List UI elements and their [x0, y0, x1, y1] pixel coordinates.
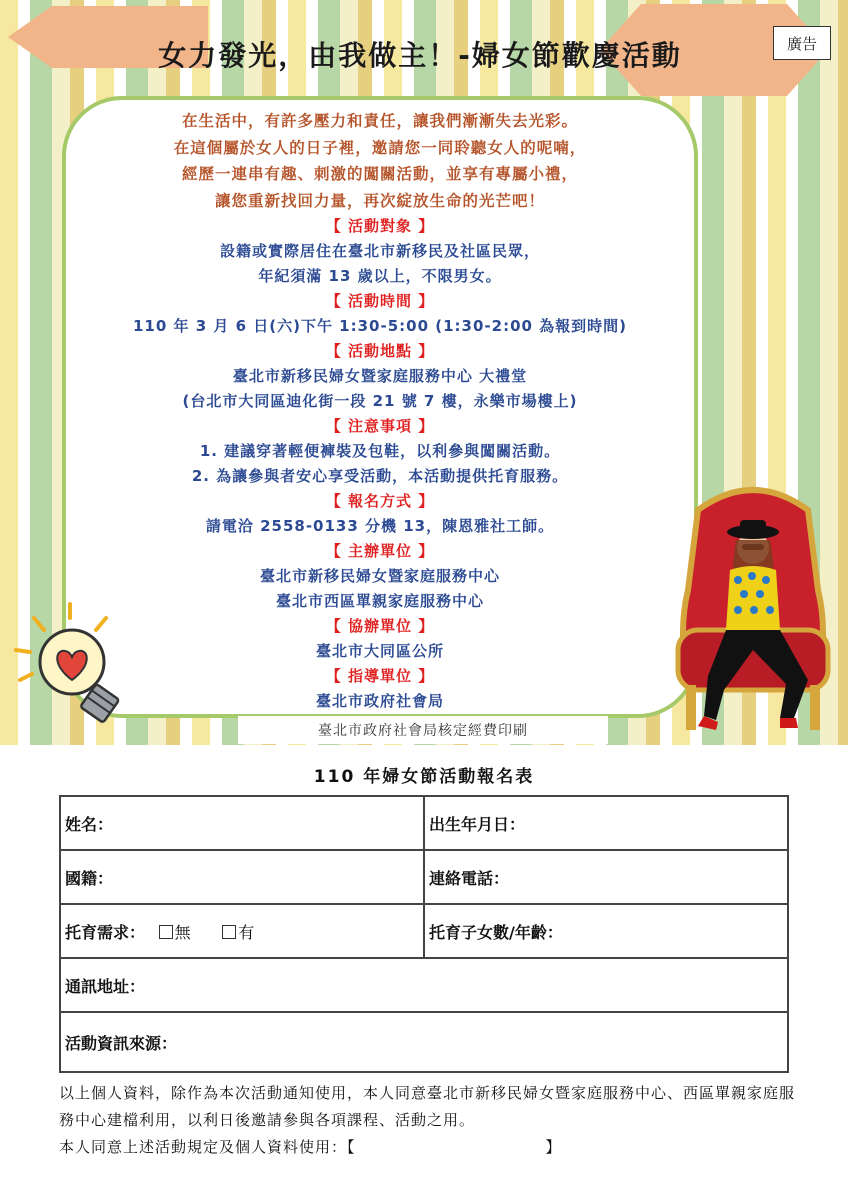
section-time — [76, 289, 684, 339]
section-location — [76, 339, 684, 414]
section-line: (台北市大同區迪化街一段 21 號 7 樓，永樂市場樓上) — [182, 392, 578, 410]
name-label: 姓名： — [65, 814, 114, 834]
section-heading: 【 主辦單位 】 — [325, 542, 435, 560]
childcare-yes-checkbox[interactable] — [222, 925, 236, 939]
intro-line: 在這個屬於女人的日子裡，邀請您一同聆聽女人的呢喃， — [173, 138, 587, 157]
section-line: 臺北市新移民婦女暨家庭服務中心 大禮堂 — [232, 367, 528, 385]
section-notes — [76, 414, 684, 489]
intro-line: 讓您重新找回力量，再次綻放生命的光芒吧！ — [214, 191, 545, 210]
section-registration — [76, 489, 684, 539]
registration-form-table — [59, 795, 789, 1073]
table-row — [60, 796, 788, 850]
childcare-yes-label: 有 — [238, 922, 255, 942]
phone-label: 連絡電話： — [429, 868, 510, 888]
consent-section — [59, 1080, 799, 1161]
section-heading: 【 注意事項 】 — [325, 417, 435, 435]
table-row — [60, 1012, 788, 1072]
childcare-no-checkbox[interactable] — [159, 925, 173, 939]
childcare-label: 托育需求： — [65, 922, 146, 942]
children-count-label: 托育子女數/年齡： — [429, 922, 563, 942]
section-heading: 【 活動地點 】 — [325, 342, 435, 360]
section-line: 2. 為讓參與者安心享受活動，本活動提供托育服務。 — [191, 467, 569, 485]
section-supervisor — [76, 664, 684, 714]
consent-agree-label: 本人同意上述活動規定及個人資料使用：【 — [59, 1138, 356, 1156]
section-line: 臺北市新移民婦女暨家庭服務中心 — [259, 567, 500, 585]
info-card — [62, 96, 698, 718]
section-heading: 【 協辦單位 】 — [325, 617, 435, 635]
section-line: 臺北市西區單親家庭服務中心 — [275, 592, 484, 610]
table-row — [60, 850, 788, 904]
nationality-field[interactable] — [60, 850, 424, 904]
section-line: 臺北市大同區公所 — [315, 642, 444, 660]
info-source-field[interactable] — [60, 1012, 788, 1072]
section-heading: 【 指導單位 】 — [325, 667, 435, 685]
section-co-organizer — [76, 614, 684, 664]
ad-badge: 廣告 — [773, 26, 831, 60]
children-count-age-field[interactable] — [424, 904, 788, 958]
form-title: 110 年婦女節活動報名表 — [313, 767, 535, 787]
section-line: 年紀須滿 13 歲以上，不限男女。 — [258, 267, 502, 285]
intro-line: 在生活中，有許多壓力和責任，讓我們漸漸失去光彩。 — [181, 112, 578, 130]
intro-text — [76, 108, 684, 214]
nationality-label: 國籍： — [65, 868, 114, 888]
table-row — [60, 904, 788, 958]
section-heading: 【 活動時間 】 — [325, 292, 435, 310]
section-line: 請電洽 2558-0133 分機 13，陳恩雅社工師。 — [205, 517, 555, 535]
section-heading: 【 報名方式 】 — [325, 492, 435, 510]
intro-line: 經歷一連串有趣、刺激的闖關活動，並享有專屬小禮， — [181, 165, 578, 183]
childcare-no-label: 無 — [174, 922, 191, 942]
section-line: 110 年 3 月 6 日(六)下午 1:30-5:00 (1:30-2:00 為報到時間) — [132, 317, 628, 335]
section-line: 1. 建議穿著輕便褲裝及包鞋，以利參與闖關活動。 — [199, 442, 561, 460]
birth-date-field[interactable] — [424, 796, 788, 850]
address-label: 通訊地址： — [65, 976, 146, 996]
lightbulb-heart-icon — [10, 600, 140, 730]
section-line: 設籍或實際居住在臺北市新移民及社區民眾， — [219, 242, 540, 260]
lady-on-throne-illustration — [668, 480, 838, 740]
section-line: 臺北市政府社會局 — [315, 692, 444, 710]
address-field[interactable] — [60, 958, 788, 1012]
info-source-label: 活動資訊來源： — [65, 1033, 178, 1053]
table-row — [60, 958, 788, 1012]
poster-title: 女力發光，由我做主！-婦女節歡慶活動 — [158, 39, 682, 72]
consent-agree-line — [59, 1134, 799, 1161]
name-field[interactable] — [60, 796, 424, 850]
childcare-need-field — [60, 904, 424, 958]
section-heading: 【 活動對象 】 — [325, 217, 435, 235]
consent-text: 以上個人資料，除作為本次活動通知使用，本人同意臺北市新移民婦女暨家庭服務中心、西區單親家庭服務中心建檔利用，以利日後邀請參與各項課程、活動之用。 — [59, 1084, 796, 1129]
birth-date-label: 出生年月日： — [429, 814, 526, 834]
consent-agree-close: 】 — [545, 1138, 562, 1156]
section-organizer — [76, 539, 684, 614]
funding-note: 臺北市政府社會局核定經費印刷 — [238, 716, 608, 744]
section-target — [76, 214, 684, 289]
phone-field[interactable] — [424, 850, 788, 904]
